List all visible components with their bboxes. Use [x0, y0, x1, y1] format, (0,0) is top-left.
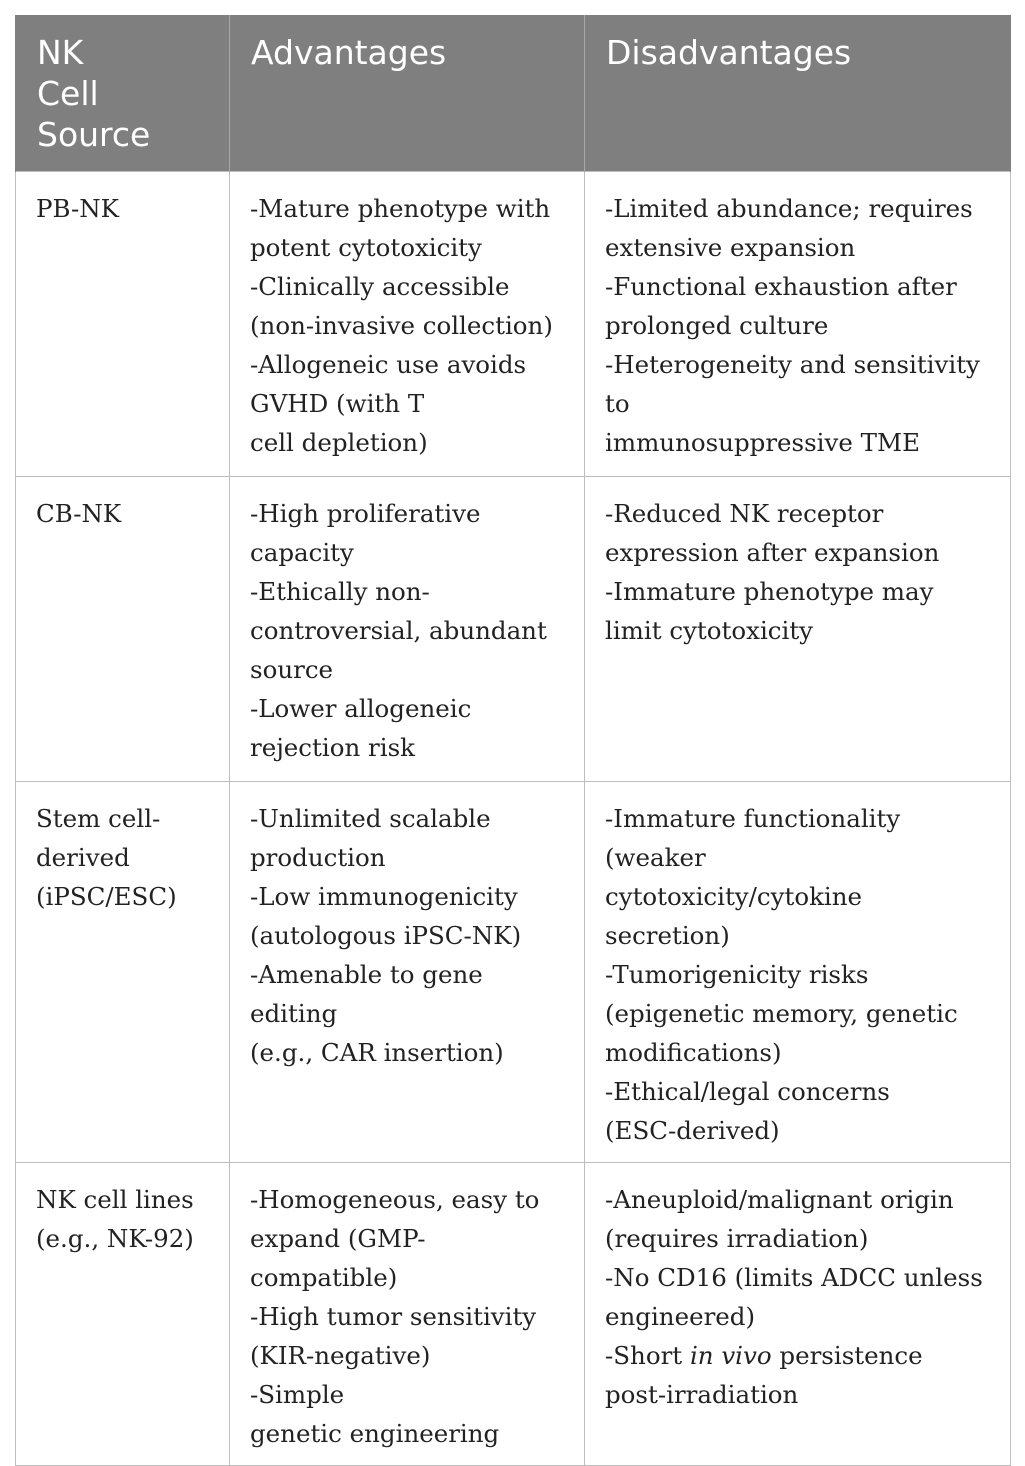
cell-line: (iPSC/ESC) [36, 881, 177, 911]
table-row [16, 1162, 1011, 1465]
text-fragment: -Short [605, 1340, 690, 1370]
cell-line: -Unlimited scalable [250, 803, 491, 833]
cell-line: limit cytotoxicity [605, 615, 814, 645]
header-source-line: Cell [37, 74, 99, 113]
cell-source [16, 781, 230, 1162]
cell-line: (non-invasive collection) [250, 310, 553, 340]
cell-line: expression after expansion [605, 537, 940, 567]
cell-line: GVHD (with T [250, 388, 425, 418]
cell-line: -Low immunogenicity [250, 881, 518, 911]
cell-line: -Lower allogeneic [250, 693, 472, 723]
cell-advantages [230, 476, 585, 781]
cell-line: extensive expansion [605, 232, 856, 262]
cell-line: PB-NK [36, 193, 119, 223]
cell-line: -Homogeneous, easy to [250, 1184, 540, 1214]
cell-line: genetic engineering [250, 1418, 500, 1448]
cell-line: derived [36, 842, 130, 872]
cell-line: controversial, abundant [250, 615, 547, 645]
cell-line: -Clinically accessible [250, 271, 510, 301]
cell-line: -Heterogeneity and sensitivity to [605, 349, 980, 418]
cell-disadvantages [585, 781, 1011, 1162]
cell-line: potent cytotoxicity [250, 232, 482, 262]
cell-line: -High proliferative [250, 498, 481, 528]
table-header-row [16, 15, 1011, 171]
cell-line: (e.g., CAR insertion) [250, 1037, 504, 1067]
cell-line: immunosuppressive TME [605, 427, 920, 457]
table-row [16, 476, 1011, 781]
cell-line: NK cell lines [36, 1184, 194, 1214]
cell-line: (autologous iPSC-NK) [250, 920, 522, 950]
cell-line: -Amenable to gene editing [250, 959, 483, 1028]
cell-line: -Mature phenotype with [250, 193, 551, 223]
cell-line: (e.g., NK-92) [36, 1223, 194, 1253]
cell-source [16, 171, 230, 476]
cell-advantages [230, 1162, 585, 1465]
cell-line: -Immature phenotype may [605, 576, 934, 606]
header-advantages: Advantages [230, 15, 585, 171]
cell-line: expand (GMP-compatible) [250, 1223, 426, 1292]
header-disadvantages: Disadvantages [585, 15, 1011, 171]
cell-line: -Reduced NK receptor [605, 498, 884, 528]
cell-line: cytotoxicity/cytokine secretion) [605, 881, 863, 950]
cell-advantages [230, 171, 585, 476]
cell-source [16, 476, 230, 781]
cell-line: CB-NK [36, 498, 122, 528]
cell-source [16, 1162, 230, 1465]
cell-line: -High tumor sensitivity [250, 1301, 537, 1331]
cell-line: -Ethically non- [250, 576, 430, 606]
cell-line: post-irradiation [605, 1379, 799, 1409]
cell-disadvantages [585, 1162, 1011, 1465]
cell-line: -No CD16 (limits ADCC unless [605, 1262, 983, 1292]
cell-line: source [250, 654, 334, 684]
cell-line: Stem cell- [36, 803, 161, 833]
cell-line: capacity [250, 537, 354, 567]
cell-line: (epigenetic memory, genetic [605, 998, 958, 1028]
cell-line: -Ethical/legal concerns [605, 1076, 890, 1106]
cell-line: engineered) [605, 1301, 756, 1331]
table-row [16, 171, 1011, 476]
cell-line: -Aneuploid/malignant origin [605, 1184, 954, 1214]
cell-line: cell depletion) [250, 427, 428, 457]
cell-line: -Simple [250, 1379, 345, 1409]
cell-line: prolonged culture [605, 310, 829, 340]
cell-disadvantages [585, 171, 1011, 476]
cell-advantages [230, 781, 585, 1162]
cell-line: (ESC-derived) [605, 1115, 780, 1145]
cell-line: -Tumorigenicity risks [605, 959, 869, 989]
header-source-line: Source [37, 115, 151, 154]
text-fragment: persistence [771, 1340, 923, 1370]
cell-line: rejection risk [250, 732, 415, 762]
cell-line: -Functional exhaustion after [605, 271, 957, 301]
cell-line-italic-mixed [605, 1336, 992, 1375]
cell-line: production [250, 842, 386, 872]
cell-line: modifications) [605, 1037, 782, 1067]
cell-line: -Immature functionality (weaker [605, 803, 901, 872]
cell-line: (KIR-negative) [250, 1340, 431, 1370]
header-source [16, 15, 230, 171]
cell-line: -Allogeneic use avoids [250, 349, 527, 379]
header-source-line: NK [37, 33, 84, 72]
nk-cell-source-table [15, 15, 1011, 1466]
cell-line: -Limited abundance; requires [605, 193, 973, 223]
cell-line: (requires irradiation) [605, 1223, 869, 1253]
cell-disadvantages [585, 476, 1011, 781]
italic-fragment: in vivo [689, 1340, 772, 1370]
table-row [16, 781, 1011, 1162]
